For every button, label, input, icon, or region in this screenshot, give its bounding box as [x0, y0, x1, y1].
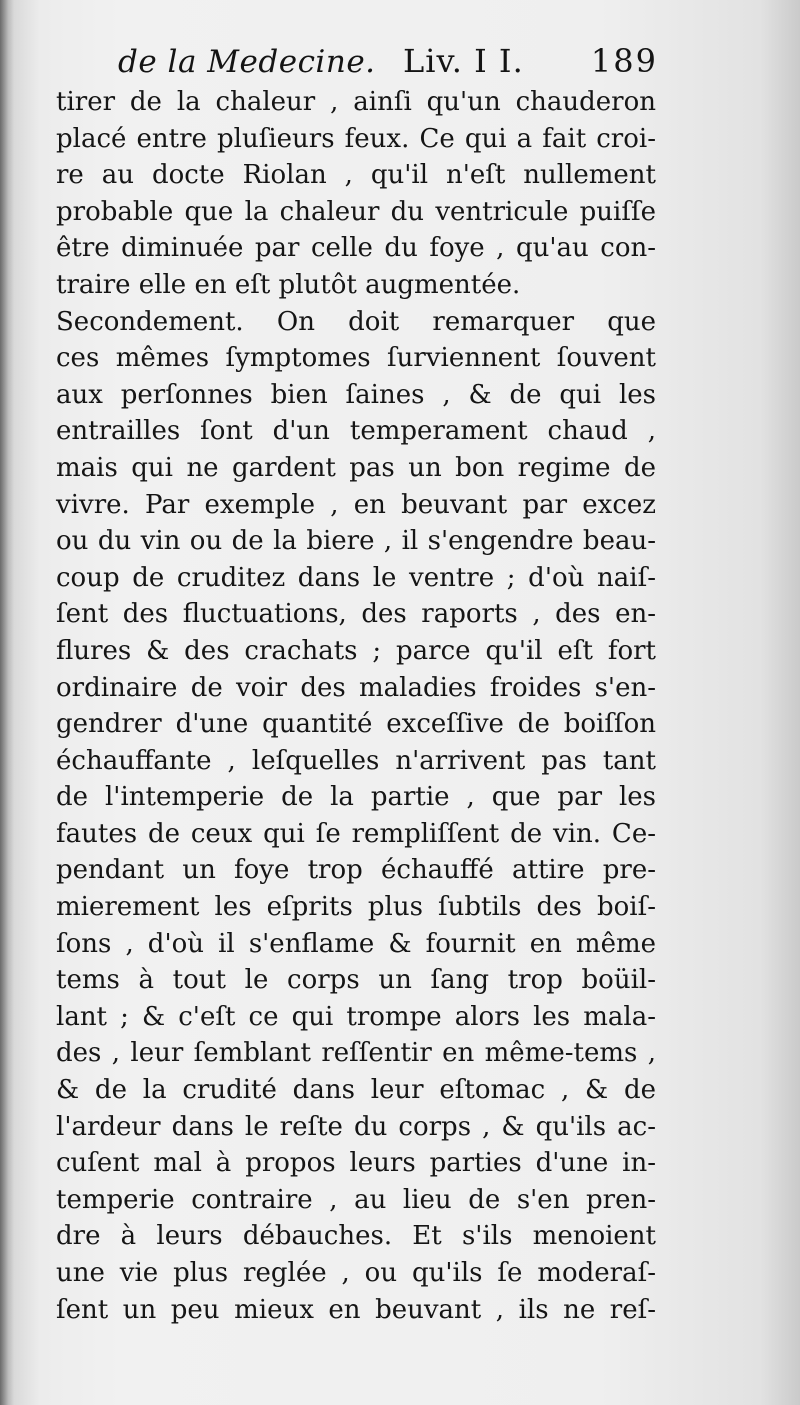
text-line: lant ; & c'eſt ce qui trompe alors les mala-	[56, 1001, 656, 1032]
book-section: Liv. I I.	[403, 42, 524, 80]
running-title: de la Medecine.	[118, 44, 376, 80]
text-line: tirer de la chaleur , ainſi qu'un chauderon	[56, 87, 656, 117]
text-line: placé entre pluſieurs feux. Ce qui a fait croi-	[56, 123, 656, 154]
text-line: ces mêmes ſymptomes ſurviennent ſouvent	[56, 343, 656, 374]
text-line: mais qui ne gardent pas un bon regime de	[56, 452, 656, 483]
text-line: une vie plus reglée , ou qu'ils ſe moderaſ-	[56, 1258, 656, 1288]
text-line: flures & des crachats ; parce qu'il eſt fort	[56, 635, 656, 666]
text-line: de l'intemperie de la partie , que par les	[56, 782, 656, 813]
text-line: pendant un foye trop échauffé attire pre-	[56, 855, 656, 886]
text-line: Secondement. On doit remarquer que	[56, 306, 656, 337]
text-line: re au docte Riolan , qu'il n'eſt nullement	[56, 160, 656, 191]
text-line: aux perſonnes bien ſaines , & de qui les	[56, 379, 656, 410]
text-line: temperie contraire , au lieu de s'en pren-	[56, 1184, 656, 1215]
text-line: ſent des fluctuations, des raports , des en-	[56, 599, 656, 630]
text-line: ordinaire de voir des maladies froides s'en-	[56, 672, 656, 703]
text-line: mierement les eſprits plus ſubtils des boiſ-	[56, 892, 656, 923]
text-line: dre à leurs débauches. Et s'ils menoient	[56, 1221, 656, 1252]
text-line: des , leur ſemblant reſſentir en même-tems ,	[56, 1038, 656, 1069]
page-number: 189	[590, 42, 658, 80]
spine-shadow	[0, 0, 14, 1405]
text-line: ſent un peu mieux en beuvant , ils ne reſ-	[56, 1294, 656, 1325]
text-line: ou du vin ou de la biere , il s'engendre beau-	[56, 526, 656, 557]
text-line: fautes de ceux qui ſe rempliſſent de vin. Ce-	[56, 818, 656, 849]
text-line: vivre. Par exemple , en beuvant par excez	[56, 489, 656, 520]
text-line: entrailles ſont d'un temperament chaud ,	[56, 416, 656, 447]
body-text	[56, 84, 656, 1328]
text-line: tems à tout le corps un ſang trop boüil-	[56, 965, 656, 996]
text-line: traire elle en eſt plutôt augmentée.	[56, 269, 521, 300]
text-line: l'ardeur dans le reſte du corps , & qu'ils ac-	[56, 1111, 656, 1142]
text-line: être diminuée par celle du foye , qu'au con-	[56, 233, 656, 264]
text-line: & de la crudité dans leur eſtomac , & de	[56, 1075, 656, 1106]
text-line: probable que la chaleur du ventricule puiſſe	[56, 196, 656, 227]
text-line: coup de cruditez dans le ventre ; d'où naiſ-	[56, 562, 656, 593]
text-line: ſons , d'où il s'enflame & fournit en même	[56, 928, 656, 959]
text-line: échauffante , leſquelles n'arrivent pas tant	[56, 745, 656, 776]
text-line: cuſent mal à propos leurs parties d'une in-	[56, 1148, 656, 1179]
text-line: gendrer d'une quantité exceſſive de boiſſon	[56, 709, 656, 740]
